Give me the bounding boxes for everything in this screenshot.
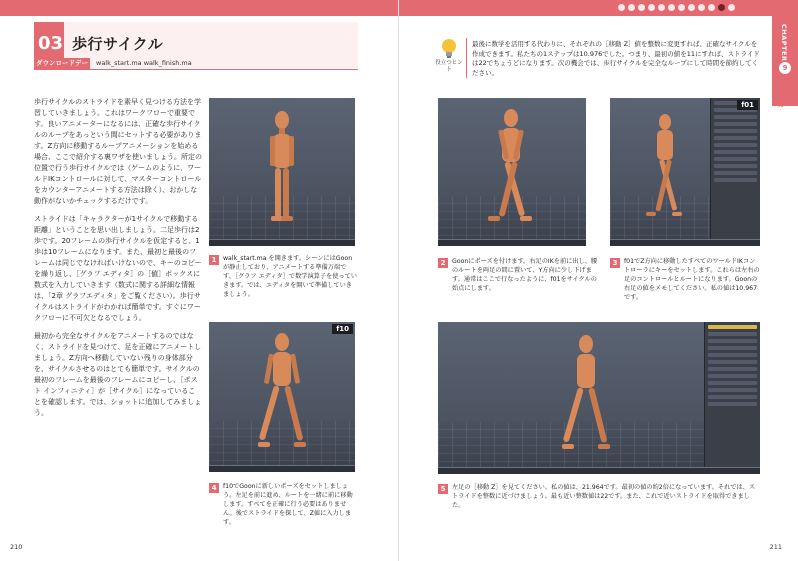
caption-5-number: 5: [438, 484, 448, 494]
chapter-label: サイクル: [777, 82, 785, 108]
frame-tag-f01: f01: [737, 100, 758, 110]
caption-1: walk_start.ma を開きます。シーンにはGoonが静止しており、アニメートする準備万端です。［グラフ エディタ］で数学演算子を使っていきます。では、エディタを開いて準備していきましょう。: [223, 255, 357, 298]
progress-dot: [668, 4, 675, 11]
progress-dot: [718, 4, 725, 11]
left-body-text: [34, 97, 202, 426]
body-paragraph-3: 最初から完全なサイクルをアニメートするのではなく、ストライドを見つけて、足を正確にアニメートしましょう。Z方向へ移動していない残りの身体部分を、サイクルさせるのはとても簡単です。サイクルの最初のフレームを最後のフレームにコピーし、［ポスト インフィニティ］が［サイクル］になっていることを確認します。では、ショットに追加してみましょう。: [34, 332, 202, 417]
top-accent-bar: [0, 0, 399, 16]
progress-dot: [648, 4, 655, 11]
screenshot-2: [438, 98, 586, 246]
top-accent-bar-right: [399, 0, 798, 16]
progress-dot: [728, 4, 735, 11]
screenshot-5: [438, 322, 760, 474]
caption-3: f01でZ方向に移動したすべてのワールドIKコントローラにキーをセットします。これらは左右の足のコントロールとルートになります。Goonの右足の値をメモしてください。私の値は10.967です。: [624, 258, 760, 301]
chapter-number: 9: [779, 62, 791, 74]
lightbulb-icon: [440, 38, 458, 60]
screenshot-1: [209, 98, 355, 246]
caption-2: Goonにポーズを付けます。右足のIKを前に出し、腰のルートを両足の間に置いて、Y方向に少し下げます。通常はここで行なったように、f01をサイクルの始点にします。: [452, 258, 598, 292]
goon-figure-3: [640, 112, 690, 230]
section-number: 03: [38, 33, 64, 54]
caption-2-number: 2: [438, 258, 448, 268]
download-badge: ダウンロードデータ: [36, 59, 88, 78]
progress-dot: [678, 4, 685, 11]
progress-dot: [658, 4, 665, 11]
goon-figure-5: [558, 334, 614, 458]
goon-figure-2: [482, 108, 540, 232]
chapter-progress-dots: [618, 4, 735, 11]
caption-3-number: 3: [610, 258, 620, 268]
section-rule: [34, 69, 358, 70]
page-number-right: 211: [769, 543, 782, 551]
page-number-left: 210: [10, 543, 23, 551]
caption-5: 左足の［移動 Z］を見てください。私の値は、21.964です。最初の値の約2倍になっています。それでは、ストライドを整数に近づけましょう。最も近い整数値は22です。また、これで近いストライドを取得できました。: [452, 484, 756, 509]
body-paragraph-1: 歩行サイクルのストライドを素早く見つける方法を学習していきましょう。これはワークフローで重要です。良いアニメーターになるには、正確な歩行サイクルのループをあっという間にセットする必要があります。Z方向に移動するループアニメーションを始める場合、ここで紹介する裏ワザを使いましょう。所定の位置で行う歩行サイクルでは（ゲームのように、ワールドIKコントロールに対して、マスターコントロールをカウンターアニメートする方法は除く）、おかしな動作がないかチェックするだけです。: [34, 98, 202, 205]
goon-figure-1: [259, 110, 305, 230]
download-files: walk_start.ma walk_finish.ma: [96, 59, 192, 67]
progress-dot: [708, 4, 715, 11]
progress-dot: [618, 4, 625, 11]
chapter-tab-text: CHAPTER: [780, 24, 788, 62]
body-paragraph-2: ストライドは「キャラクターが1サイクルで移動する距離」ということを思い出しましょう。二足歩行は2歩です。20フレームの歩行サイクルを仮定すると、1歩は10フレームになります。また、最初と最後のフレームは同じでなければいけないので、キーのコピーを繰り返し、［グラフ エディタ］の［値］ボックスに数式を入力していきます（数式に関する詳細な情報は、「2章 グラフエディタ」をご覧ください）。歩行サイクルはストライドがわかれば簡単です。すぐにワークフローに不可欠となるでしょう。: [34, 215, 202, 322]
screenshot-3: [610, 98, 760, 246]
frame-tag-f10: f10: [332, 324, 353, 334]
caption-4-number: 4: [209, 483, 219, 493]
hint-label: 役立つヒント: [435, 60, 463, 73]
goon-figure-4: [254, 332, 310, 458]
section-title: 歩行サイクル: [72, 35, 164, 53]
caption-1-number: 1: [209, 255, 219, 265]
hint-rule: [466, 38, 467, 78]
progress-dot: [688, 4, 695, 11]
progress-dot: [638, 4, 645, 11]
screenshot-4: [209, 322, 355, 472]
progress-dot: [628, 4, 635, 11]
hint-text: 最後に数学を活用する代わりに、それぞれの［移動 Z］値を整数に変更すれば、正確なサイクルを作成できます。私たちの1ステップは10.976でした。つまり、最初の値を11にすれば、ストライドは22でちょうどになります。次の機会では、歩行サイクルを完全なループにして時間を節約してください。: [472, 40, 760, 77]
caption-4: f10でGoonに新しいポーズをセットしましょう。左足を前に進め、ルートを一緒に前に移動します。すべてを正確に行う必要はありません。後でストライドを探して、Z値に入力します。: [223, 483, 353, 526]
progress-dot: [698, 4, 705, 11]
